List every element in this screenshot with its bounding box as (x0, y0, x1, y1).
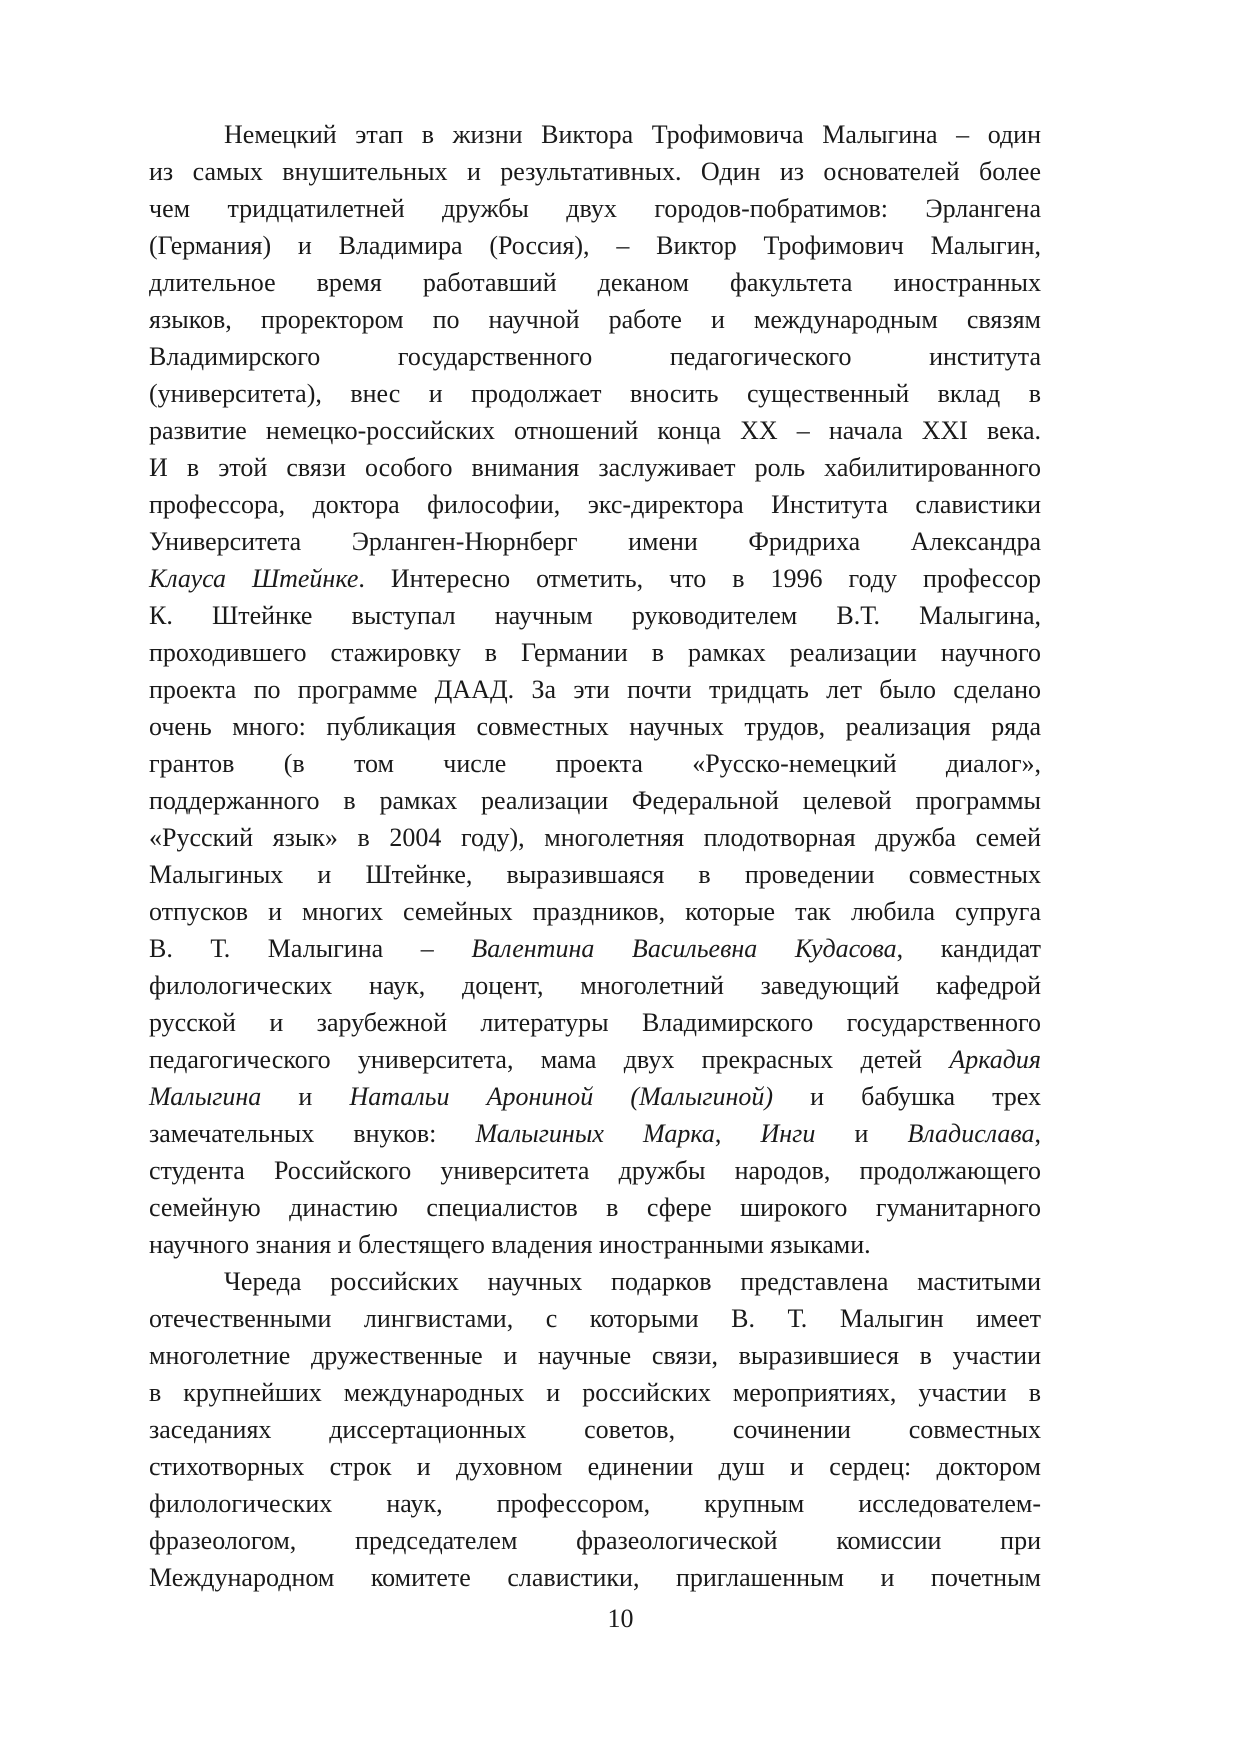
text-line (149, 227, 1041, 264)
italic-name: Малыгиных Марка (475, 1119, 715, 1148)
text-segment: (университета), внес и продолжает вносить существенный вклад в (149, 379, 1041, 408)
text-line (149, 1411, 1041, 1448)
text-line (149, 301, 1041, 338)
text-segment: развитие немецко-российских отношений конца XX – начала XXI века. (149, 416, 1041, 445)
italic-name: Натальи Арониной (Малыгиной) (349, 1082, 774, 1111)
text-line (149, 486, 1041, 523)
text-segment: поддержанного в рамках реализации Федеральной целевой программы (149, 786, 1041, 815)
text-line (149, 412, 1041, 449)
text-line (149, 1152, 1041, 1189)
text-line (149, 560, 1041, 597)
text-line (149, 1078, 1041, 1115)
text-segment: в крупнейших международных и российских мероприятиях, участии в (149, 1378, 1041, 1407)
text-segment: Международном комитете славистики, приглашенным и почетным (149, 1563, 1041, 1592)
text-segment: студента Российского университета дружбы народов, продолжающего (149, 1156, 1041, 1185)
text-line (149, 819, 1041, 856)
text-line (149, 523, 1041, 560)
text-line (149, 1226, 1041, 1263)
text-line (149, 782, 1041, 819)
text-line (149, 1337, 1041, 1374)
text-line (149, 1374, 1041, 1411)
italic-name: Владислава (907, 1119, 1035, 1148)
document-body (149, 116, 1041, 1596)
paragraph (149, 116, 1041, 1263)
text-segment: отечественными лингвистами, с которыми В. Т. Малыгин имеет (149, 1304, 1041, 1333)
text-segment: , кандидат (896, 934, 1041, 963)
text-line (149, 190, 1041, 227)
italic-name: Инги (760, 1119, 816, 1148)
text-segment: Владимирского государственного педагогического института (149, 342, 1041, 371)
italic-name: Клауса Штейнке (149, 564, 359, 593)
text-segment: (Германия) и Владимира (Россия), – Виктор Трофимович Малыгин, (149, 231, 1041, 260)
text-segment: , (714, 1119, 761, 1148)
text-segment: , (1034, 1119, 1042, 1148)
text-segment: филологических наук, профессором, крупным исследователем- (149, 1489, 1041, 1518)
text-line (149, 1263, 1041, 1300)
text-line (149, 597, 1041, 634)
page-number: 10 (607, 1604, 634, 1633)
text-segment: и (261, 1082, 350, 1111)
text-segment: . Интересно отметить, что в 1996 году профессор (358, 564, 1042, 593)
text-line (149, 449, 1041, 486)
text-line (149, 338, 1041, 375)
text-segment: очень много: публикация совместных научных трудов, реализация ряда (149, 712, 1041, 741)
text-segment: проходившего стажировку в Германии в рамках реализации научного (149, 638, 1041, 667)
text-segment: и (815, 1119, 908, 1148)
text-line (149, 1115, 1041, 1152)
text-segment: Череда российских научных подарков представлена маститыми (224, 1267, 1041, 1296)
text-segment: замечательных внуков: (149, 1119, 476, 1148)
italic-name: Аркадия (949, 1045, 1041, 1074)
text-segment: заседаниях диссертационных советов, сочинении совместных (149, 1415, 1041, 1444)
text-segment: многолетние дружественные и научные связи, выразившиеся в участии (149, 1341, 1041, 1370)
text-line (149, 264, 1041, 301)
text-segment: В. Т. Малыгина – (149, 934, 472, 963)
text-segment: русской и зарубежной литературы Владимирского государственного (149, 1008, 1041, 1037)
text-segment: научного знания и блестящего владения иностранными языками. (149, 1230, 871, 1259)
text-line (149, 745, 1041, 782)
text-line (149, 930, 1041, 967)
text-line (149, 893, 1041, 930)
text-line (149, 1004, 1041, 1041)
text-segment: грантов (в том числе проекта «Русско-немецкий диалог», (149, 749, 1041, 778)
text-line (149, 634, 1041, 671)
text-line (149, 1189, 1041, 1226)
text-line (149, 708, 1041, 745)
text-line (149, 1041, 1041, 1078)
text-line (149, 1300, 1041, 1337)
text-segment: стихотворных строк и духовном единении душ и сердец: доктором (149, 1452, 1041, 1481)
text-segment: «Русский язык» в 2004 году), многолетняя плодотворная дружба семей (149, 823, 1041, 852)
text-segment: Немецкий этап в жизни Виктора Трофимовича Малыгина – один (224, 120, 1041, 149)
text-segment: К. Штейнке выступал научным руководителем В.Т. Малыгина, (149, 601, 1041, 630)
text-line (149, 375, 1041, 412)
text-segment: Малыгиных и Штейнке, выразившаяся в проведении совместных (149, 860, 1041, 889)
text-segment: семейную династию специалистов в сфере широкого гуманитарного (149, 1193, 1041, 1222)
text-line (149, 116, 1041, 153)
text-segment: Университета Эрланген-Нюрнберг имени Фридриха Александра (149, 527, 1041, 556)
text-segment: языков, проректором по научной работе и международным связям (149, 305, 1041, 334)
text-segment: длительное время работавший деканом факультета иностранных (149, 268, 1041, 297)
paragraph (149, 1263, 1041, 1596)
italic-name: Валентина Васильевна Кудасова (471, 934, 897, 963)
text-segment: педагогического университета, мама двух прекрасных детей (149, 1045, 950, 1074)
text-segment: профессора, доктора философии, экс-директора Института славистики (149, 490, 1041, 519)
text-segment: проекта по программе ДААД. За эти почти тридцать лет было сделано (149, 675, 1041, 704)
text-segment: чем тридцатилетней дружбы двух городов-побратимов: Эрлангена (149, 194, 1041, 223)
text-line (149, 1485, 1041, 1522)
text-line (149, 856, 1041, 893)
text-line (149, 967, 1041, 1004)
italic-name: Малыгина (149, 1082, 262, 1111)
text-segment: фразеологом, председателем фразеологической комиссии при (149, 1526, 1041, 1555)
text-line (149, 1522, 1041, 1559)
text-line (149, 671, 1041, 708)
text-line (149, 1559, 1041, 1596)
text-segment: И в этой связи особого внимания заслуживает роль хабилитированного (149, 453, 1041, 482)
text-segment: из самых внушительных и результативных. Один из основателей более (149, 157, 1041, 186)
text-line (149, 153, 1041, 190)
text-segment: и бабушка трех (773, 1082, 1041, 1111)
text-line (149, 1448, 1041, 1485)
text-segment: филологических наук, доцент, многолетний заведующий кафедрой (149, 971, 1041, 1000)
text-segment: отпусков и многих семейных праздников, которые так любила супруга (149, 897, 1041, 926)
